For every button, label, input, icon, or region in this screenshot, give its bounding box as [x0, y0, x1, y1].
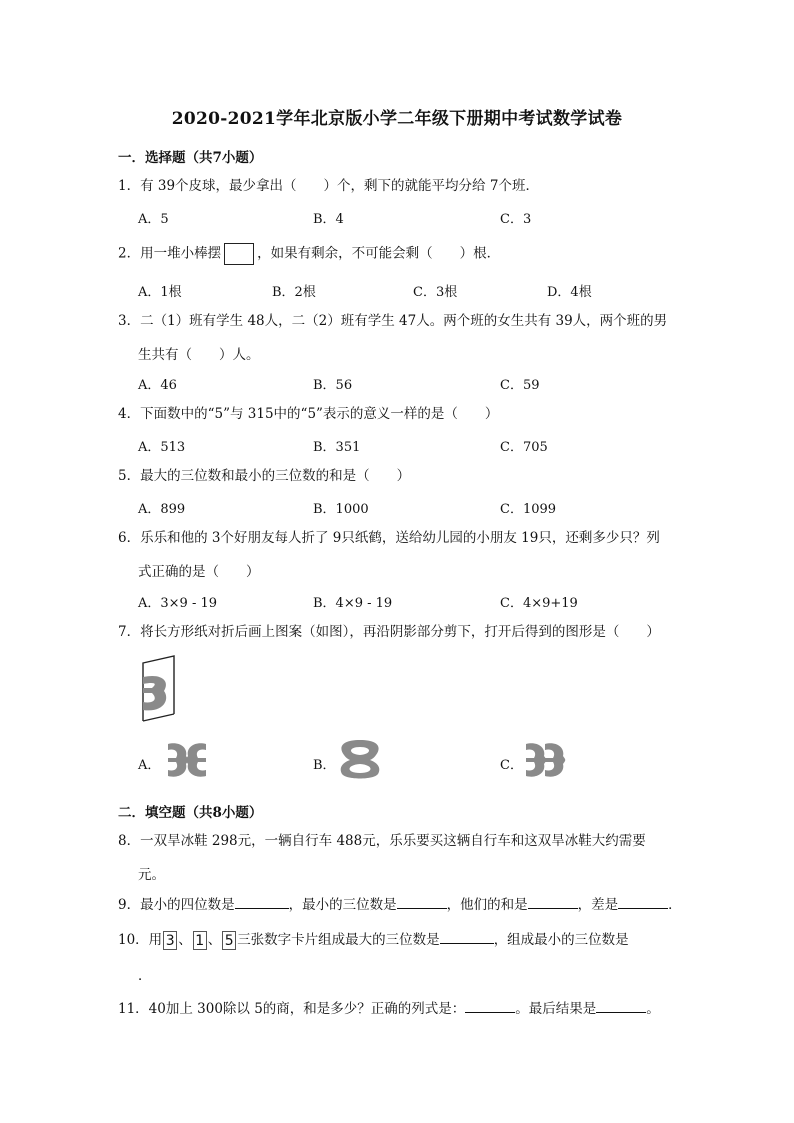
- square-figure: [224, 243, 254, 265]
- q6-option-c[interactable]: C．4×9+19: [500, 596, 578, 611]
- digit-card-3: 3: [163, 931, 177, 950]
- question-4: 4．下面数中的“5”与 315中的“5”表示的意义一样的是（ ）: [118, 406, 499, 422]
- q5-option-a[interactable]: A．899: [138, 502, 186, 517]
- option-b-shape[interactable]: [336, 739, 384, 781]
- question-3-line1: 3．二（1）班有学生 48人，二（2）班有学生 47人。两个班的女生共有 39人，两个班的男: [118, 313, 668, 329]
- question-8-line1: 8．一双旱冰鞋 298元，一辆自行车 488元，乐乐要买这辆自行车和这双旱冰鞋大约需要: [118, 833, 646, 849]
- q2-option-c[interactable]: C．3根: [413, 285, 458, 300]
- q9-part5: ．: [668, 897, 682, 913]
- folded-paper-figure: [140, 655, 188, 725]
- q10-part2: 三张数字卡片组成最大的三位数是: [237, 932, 440, 948]
- q9-blank-3[interactable]: [528, 894, 578, 909]
- q11-blank-1[interactable]: [465, 998, 515, 1013]
- section-heading-choice: 一．选择题（共7小题）: [118, 150, 263, 166]
- q9-part4: ，差是: [577, 897, 619, 913]
- q7-option-a-label[interactable]: A．: [138, 758, 161, 773]
- q10-sep2: 、: [207, 932, 222, 948]
- question-9: [118, 894, 683, 914]
- q4-option-a[interactable]: A．513: [138, 440, 186, 455]
- option-c-shape[interactable]: [524, 740, 568, 780]
- q5-option-b[interactable]: B．1000: [313, 502, 369, 517]
- q2-text-before: 2．用一堆小棒摆: [118, 245, 222, 262]
- q10-blank-1[interactable]: [440, 929, 494, 944]
- page-title: 2020-2021学年北京版小学二年级下册期中考试数学试卷: [171, 109, 623, 129]
- option-a-shape[interactable]: [166, 740, 208, 780]
- question-8-line2: 元。: [138, 867, 165, 883]
- question-2: [118, 243, 683, 265]
- question-10: [118, 929, 683, 950]
- q9-part2: ，最小的三位数是: [288, 897, 397, 913]
- question-5: 5．最大的三位数和最小的三位数的和是（ ）: [118, 468, 411, 484]
- q11-blank-2[interactable]: [596, 998, 646, 1013]
- q9-part3: ，他们的和是: [446, 897, 528, 913]
- q6-option-b[interactable]: B．4×9 - 19: [313, 596, 393, 611]
- q1-option-c[interactable]: C．3: [500, 212, 532, 227]
- q5-option-c[interactable]: C．1099: [500, 502, 557, 517]
- q10-part3: ，组成最小的三位数是: [493, 932, 629, 948]
- q10-part1: 10．用: [118, 932, 163, 948]
- q7-option-c-label[interactable]: C．: [500, 758, 523, 773]
- q2-option-d[interactable]: D．4根: [547, 285, 592, 300]
- q3-option-a[interactable]: A．46: [138, 378, 177, 393]
- q7-option-b-label[interactable]: B．: [313, 758, 336, 773]
- q1-option-b[interactable]: B．4: [313, 212, 344, 227]
- q6-option-a[interactable]: A．3×9 - 19: [138, 596, 218, 611]
- question-1: 1．有 39个皮球，最少拿出（ ）个，剩下的就能平均分给 7个班．: [118, 178, 539, 194]
- question-7: 7．将长方形纸对折后画上图案（如图），再沿阴影部分剪下，打开后得到的图形是（ ）: [118, 624, 660, 640]
- q11-part3: 。: [646, 1001, 660, 1017]
- q1-option-a[interactable]: A．5: [138, 212, 169, 227]
- digit-card-1: 1: [193, 931, 207, 950]
- question-3-line2: 生共有（ ）人。: [138, 347, 260, 363]
- q2-text-after: ，如果有剩余，不可能会剩（ ）根．: [257, 245, 501, 262]
- q2-option-b[interactable]: B．2根: [272, 285, 316, 300]
- q3-option-b[interactable]: B．56: [313, 378, 353, 393]
- question-6-line2: 式正确的是（ ）: [138, 564, 260, 580]
- q4-option-b[interactable]: B．351: [313, 440, 361, 455]
- digit-card-5: 5: [222, 931, 236, 950]
- q2-option-a[interactable]: A．1根: [138, 285, 182, 300]
- q3-option-c[interactable]: C．59: [500, 378, 540, 393]
- question-10-line2: ．: [138, 968, 152, 984]
- q11-part1: 11．40加上 300除以 5的商，和是多少？正确的列式是：: [118, 1001, 466, 1017]
- question-6-line1: 6．乐乐和他的 3个好朋友每人折了 9只纸鹤，送给幼儿园的小朋友 19只，还剩多少只？列: [118, 530, 660, 546]
- question-11: [118, 998, 683, 1018]
- q10-sep1: 、: [178, 932, 192, 948]
- section-heading-fill: 二．填空题（共8小题）: [118, 805, 263, 821]
- q9-part1: 9．最小的四位数是: [118, 897, 235, 913]
- q9-blank-2[interactable]: [397, 894, 447, 909]
- q4-option-c[interactable]: C．705: [500, 440, 548, 455]
- q11-part2: 。最后结果是: [515, 1001, 597, 1017]
- q9-blank-1[interactable]: [235, 894, 289, 909]
- q9-blank-4[interactable]: [618, 894, 668, 909]
